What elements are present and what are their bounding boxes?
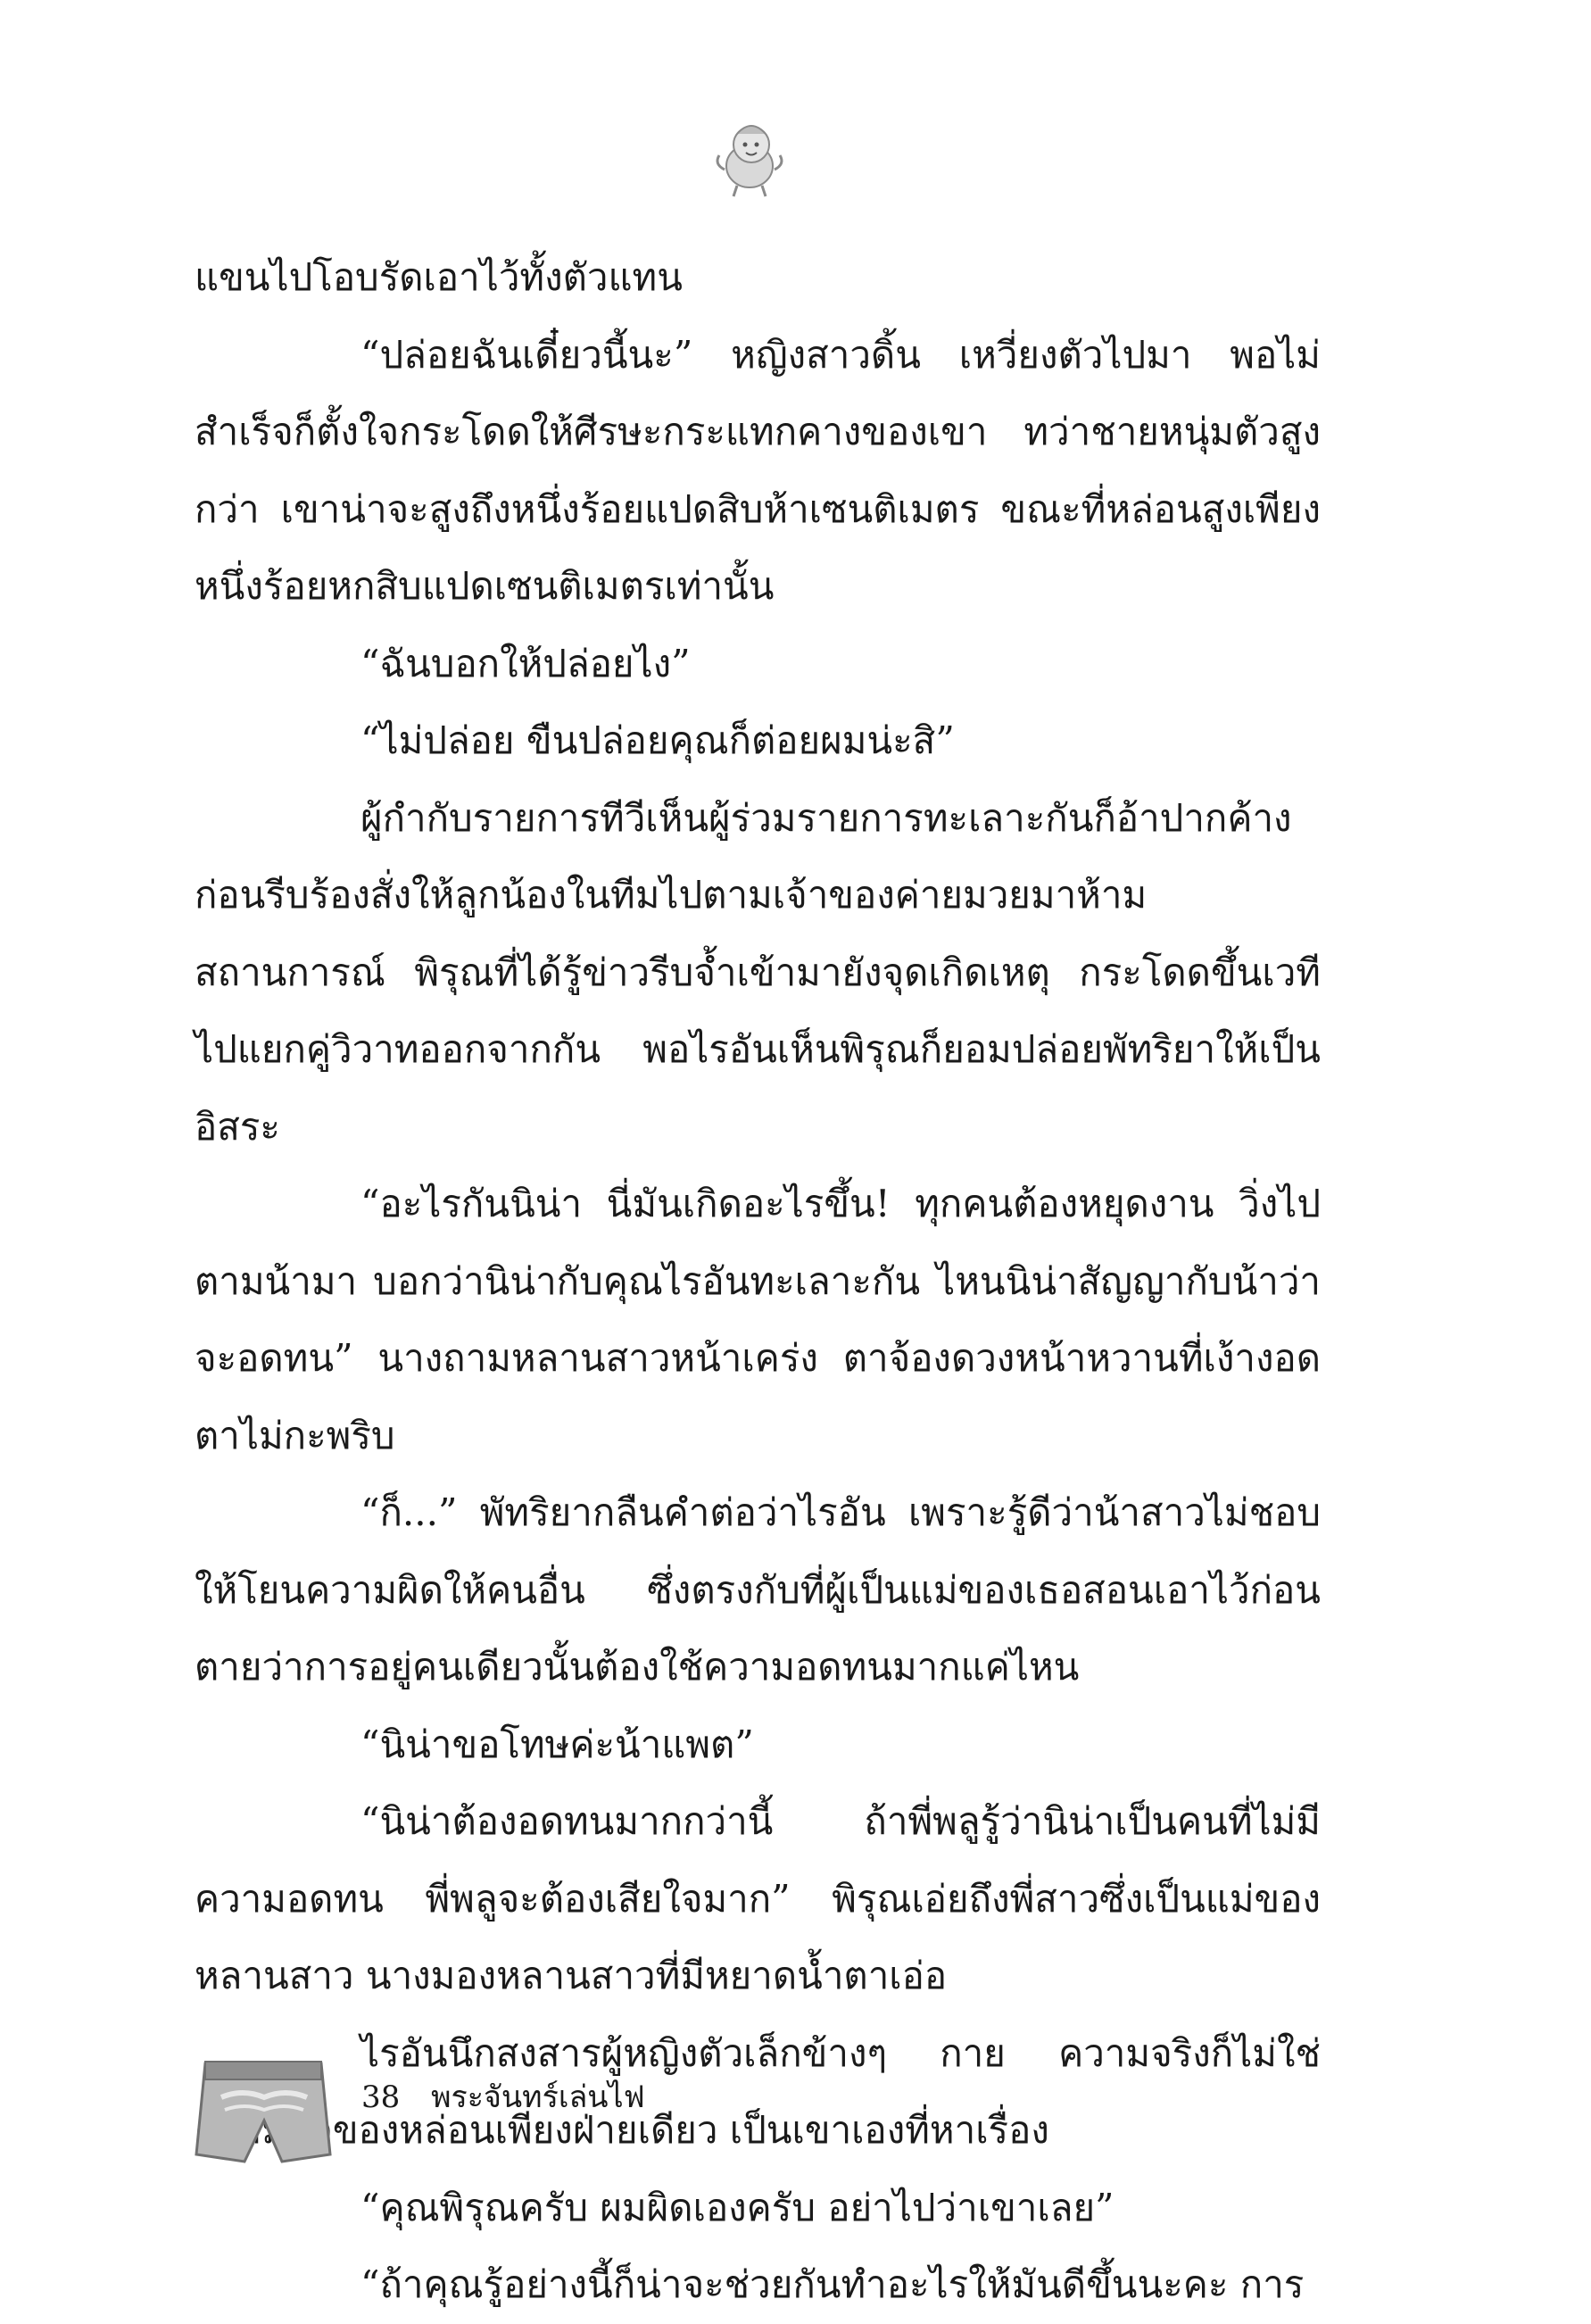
paragraph: “ไม่ปล่อย ขืนปล่อยคุณก็ต่อยผมน่ะสิ” [360, 718, 955, 762]
paragraph: “อะไรกันนิน่า นี่มันเกิดอะไรขึ้น! ทุกคนต้องหยุดงาน วิ่งไปตามน้ามา บอกว่านิน่ากับคุณไรอันทะเลาะกัน ไหนนิน่าสัญญากับน้าว่าจะอดทน” นางถามหลานสาวหน้าเคร่ง ตาจ้องดวงหน้าหวานที่เง้างอดตาไม่กะพริบ [195, 1182, 1321, 1457]
paragraph: “ก็...” พัทริยากลืนคำต่อว่าไรอัน เพราะรู้ดีว่าน้าสาวไม่ชอบให้โยนความผิดให้คนอื่น ซึ่งตรงกับที่ผู้เป็นแม่ของเธอสอนเอาไว้ก่อนตายว่าการอยู่คนเดียวนั้นต้องใช้ความอดทนมากแค่ไหน [195, 1490, 1321, 1689]
paragraph: “ถ้าคุณรู้อย่างนี้ก็น่าจะช่วยกันทำอะไรให้มันดีขึ้นนะคะ การ [360, 2262, 1305, 2306]
paragraph: แขนไปโอบรัดเอาไว้ทั้งตัวแทน [195, 255, 683, 299]
paragraph: ไรอันนึกสงสารผู้หญิงตัวเล็กข้างๆ กาย ความจริงก็ไม่ใช่ความผิดของหล่อนเพียงฝ่ายเดียว เป็นเขาเองที่หาเรื่อง [195, 2030, 1321, 2152]
paragraph: “คุณพิรุณครับ ผมผิดเองครับ อย่าไปว่าเขาเลย” [360, 2185, 1115, 2229]
paragraph: “ปล่อยฉันเดี๋ยวนี้นะ” หญิงสาวดิ้น เหวี่ยงตัวไปมา พอไม่สำเร็จก็ตั้งใจกระโดดให้ศีรษะกระแทกคางของเขา ทว่าชายหนุ่มตัวสูงกว่า เขาน่าจะสูงถึงหนึ่งร้อยแปดสิบห้าเซนติเมตร ขณะที่หล่อนสูงเพียงหนึ่งร้อยหกสิบแปดเซนติเมตรเท่านั้น [195, 332, 1321, 608]
paragraph: “นิน่าต้องอดทนมากกว่านี้ ถ้าพี่พลูรู้ว่านิน่าเป็นคนที่ไม่มีความอดทน พี่พลูจะต้องเสียใจมาก” พิรุณเอ่ยถึงพี่สาวซึ่งเป็นแม่ของหลานสาว นางมองหลานสาวที่มีหยาดน้ำตาเอ่อ [195, 1799, 1321, 1997]
book-title: พระจันทร์เล่นไฟ [431, 2079, 645, 2115]
page-number: 38 [361, 2079, 401, 2115]
boxing-shorts-icon [189, 2051, 337, 2170]
paragraph: ผู้กำกับรายการทีวีเห็นผู้ร่วมรายการทะเลาะกันก็อ้าปากค้างก่อนรีบร้องสั่งให้ลูกน้องในทีมไปตามเจ้าของค่ายมวยมาห้ามสถานการณ์ พิรุณที่ได้รู้ข่าวรีบจ้ำเข้ามายังจุดเกิดเหตุ กระโดดขึ้นเวทีไปแยกคู่วิวาทออกจากกัน พอไรอันเห็นพิรุณก็ยอมปล่อยพัทริยาให้เป็นอิสระ [195, 795, 1321, 1149]
paragraph: “นิน่าขอโทษค่ะน้าแพต” [360, 1722, 754, 1766]
body-text [195, 239, 1321, 2324]
paragraph: “ฉันบอกให้ปล่อยไง” [360, 641, 691, 685]
cartoon-ornament-icon [707, 114, 792, 200]
page-footer [361, 2071, 645, 2124]
